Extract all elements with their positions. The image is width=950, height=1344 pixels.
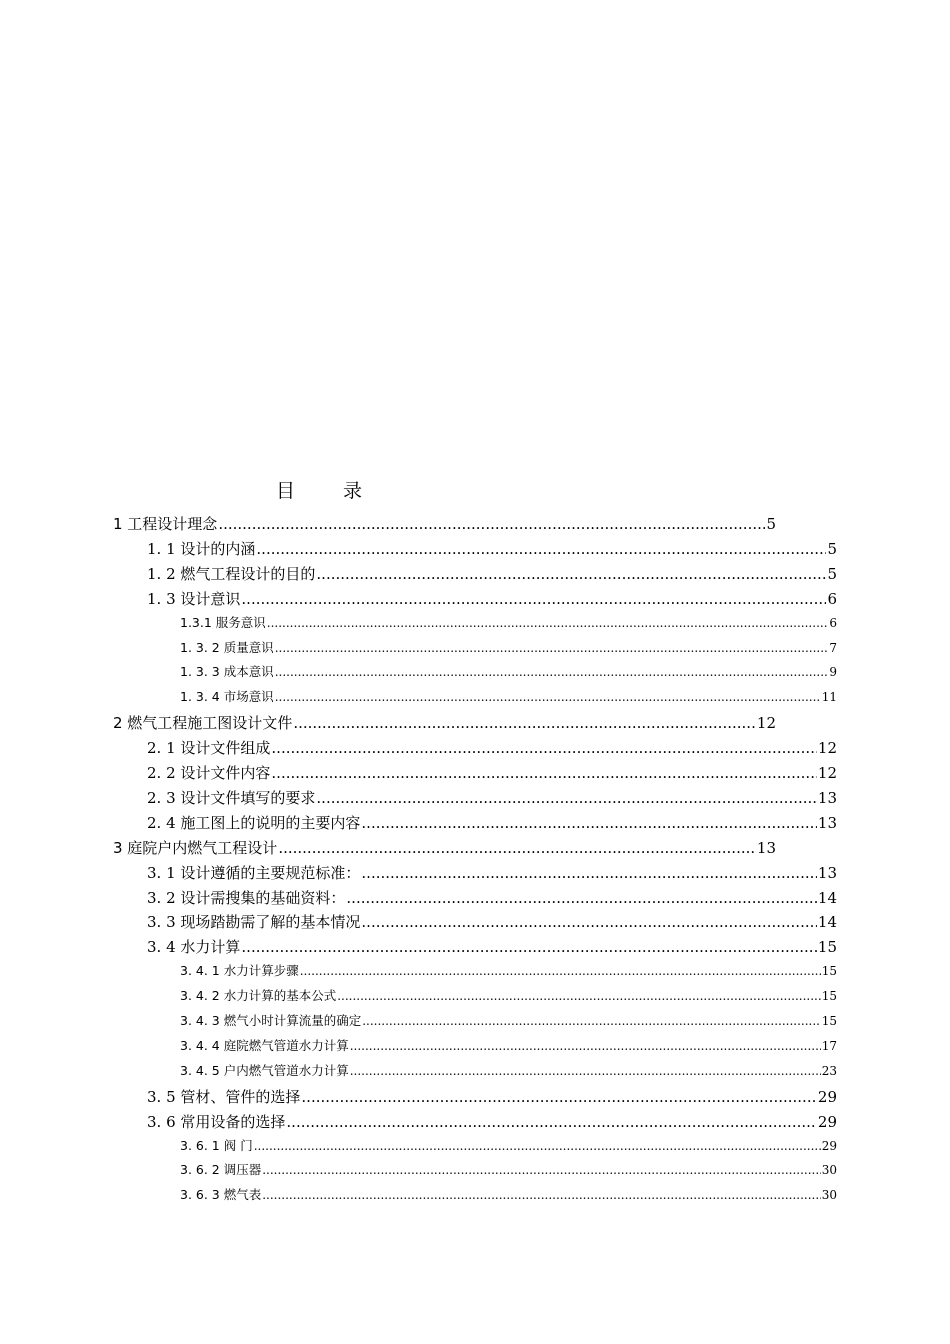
toc-leader-dots xyxy=(271,764,817,782)
toc-entry-level-3[interactable] xyxy=(180,687,837,705)
toc-leader-dots xyxy=(337,989,820,1003)
toc-entry-title: 3. 6. 2 调压器 xyxy=(180,1162,262,1178)
toc-entry-level-2[interactable] xyxy=(147,936,837,957)
toc-entry-page: 12 xyxy=(817,739,837,758)
toc-entry-level-2[interactable] xyxy=(147,787,837,808)
toc-leader-dots xyxy=(271,739,817,757)
toc-leader-dots xyxy=(293,714,756,732)
toc-entry-page: 13 xyxy=(817,788,837,807)
toc-entry-page: 9 xyxy=(829,665,837,680)
toc-leader-dots xyxy=(362,1014,820,1028)
toc-entry-level-1[interactable] xyxy=(113,513,776,534)
toc-entry-title: 3. 5 管材、管件的选择 xyxy=(147,1087,301,1106)
toc-entry-page: 30 xyxy=(821,1163,837,1178)
toc-leader-dots xyxy=(350,1039,821,1053)
toc-entry-page: 13 xyxy=(817,813,837,832)
toc-entry-page: 12 xyxy=(756,714,776,733)
toc-entry-level-3[interactable] xyxy=(180,1185,837,1203)
toc-entry-page: 15 xyxy=(817,938,837,957)
toc-leader-dots xyxy=(241,938,817,956)
toc-entry-title: 2. 4 施工图上的说明的主要内容 xyxy=(147,813,361,832)
toc-leader-dots xyxy=(350,1064,821,1078)
toc-leader-dots xyxy=(275,690,821,704)
toc-entry-title: 2. 2 设计文件内容 xyxy=(147,764,271,782)
toc-entry-page: 6 xyxy=(829,615,837,630)
toc-entry-level-2[interactable] xyxy=(147,588,837,609)
toc-entry-title: 3. 4. 2 水力计算的基本公式 xyxy=(180,988,337,1004)
toc-leader-dots xyxy=(361,913,817,931)
toc-entry-level-3[interactable] xyxy=(180,1061,837,1079)
toc-entry-page: 30 xyxy=(821,1188,837,1203)
toc-entry-page: 6 xyxy=(827,589,837,608)
toc-entry-page: 5 xyxy=(766,515,776,533)
toc-entry-title: 1. 1 设计的内涵 xyxy=(147,539,256,558)
toc-leader-dots xyxy=(346,889,817,907)
toc-entry-level-3[interactable] xyxy=(180,1160,837,1178)
toc-entry-page: 12 xyxy=(817,764,837,782)
toc-entry-level-3[interactable] xyxy=(180,1036,837,1054)
toc-entry-title: 3. 4 水力计算 xyxy=(147,938,241,957)
toc-entry-title: 1. 3. 4 市场意识 xyxy=(180,689,274,705)
toc-leader-dots xyxy=(278,839,756,857)
toc-entry-level-2[interactable] xyxy=(147,737,837,758)
toc-entry-level-2[interactable] xyxy=(147,1111,837,1132)
toc-leader-dots xyxy=(361,864,817,882)
toc-entry-page: 5 xyxy=(827,539,837,558)
toc-entry-page: 13 xyxy=(756,838,776,857)
toc-entry-title: 1. 3 设计意识 xyxy=(147,589,241,608)
toc-entry-title: 3. 6 常用设备的选择 xyxy=(147,1112,286,1131)
toc-entry-page: 13 xyxy=(817,863,837,882)
toc-entry-page: 29 xyxy=(817,1087,837,1106)
toc-entry-level-2[interactable] xyxy=(147,563,837,584)
toc-leader-dots xyxy=(262,1188,820,1202)
toc-entry-level-2[interactable] xyxy=(147,538,837,559)
toc-entry-title: 3. 4. 3 燃气小时计算流量的确定 xyxy=(180,1013,362,1028)
toc-leader-dots xyxy=(267,616,829,630)
toc-entry-title: 3. 4. 5 户内燃气管道水力计算 xyxy=(180,1062,349,1078)
toc-entry-page: 23 xyxy=(821,1063,837,1078)
toc-entry-level-3[interactable] xyxy=(180,961,837,979)
toc-leader-dots xyxy=(300,964,821,978)
toc-entry-page: 5 xyxy=(827,564,837,583)
toc-entry-page: 15 xyxy=(821,989,837,1004)
toc-leader-dots xyxy=(218,515,765,533)
toc-entry-title: 1. 3. 2 质量意识 xyxy=(180,639,274,655)
toc-entry-title: 3. 2 设计需搜集的基础资料： xyxy=(147,888,346,907)
toc-leader-dots xyxy=(256,540,826,558)
toc-entry-level-1[interactable] xyxy=(113,837,776,858)
toc-entry-level-2[interactable] xyxy=(147,862,837,883)
toc-entry-page: 29 xyxy=(817,1112,837,1131)
toc-entry-title: 2. 1 设计文件组成 xyxy=(147,739,271,758)
toc-entry-level-2[interactable] xyxy=(147,1086,837,1107)
toc-entry-page: 14 xyxy=(817,913,837,932)
toc-entry-title: 1.3.1 服务意识 xyxy=(180,614,266,630)
toc-entry-title: 3. 1 设计遵循的主要规范标准： xyxy=(147,863,361,882)
toc-entry-level-3[interactable] xyxy=(180,662,837,680)
toc-entry-title: 1 工程设计理念 xyxy=(113,515,218,533)
toc-leader-dots xyxy=(275,641,829,655)
toc-entry-level-3[interactable] xyxy=(180,1011,837,1029)
toc-title: 目录 xyxy=(276,480,411,502)
toc-leader-dots xyxy=(262,1163,820,1177)
toc-entry-page: 11 xyxy=(821,690,837,705)
toc-entry-page: 14 xyxy=(817,888,837,907)
toc-entry-title: 1. 3. 3 成本意识 xyxy=(180,664,274,680)
toc-leader-dots xyxy=(301,1088,817,1106)
toc-entry-level-1[interactable] xyxy=(113,712,776,733)
toc-entry-title: 2. 3 设计文件填写的要求 xyxy=(147,788,316,807)
toc-entry-page: 29 xyxy=(821,1138,837,1153)
toc-entry-level-3[interactable] xyxy=(180,986,837,1004)
toc-leader-dots xyxy=(286,1113,817,1131)
toc-entry-level-3[interactable] xyxy=(180,613,837,631)
toc-entry-title: 3. 3 现场踏勘需了解的基本情况 xyxy=(147,913,361,932)
toc-entry-page: 15 xyxy=(821,964,837,979)
toc-leader-dots xyxy=(275,665,829,679)
toc-entry-level-3[interactable] xyxy=(180,638,837,656)
toc-entry-title: 3. 6. 3 燃气表 xyxy=(180,1187,262,1203)
toc-entry-page: 7 xyxy=(829,640,837,655)
toc-entry-level-2[interactable] xyxy=(147,762,837,783)
toc-entry-page: 15 xyxy=(821,1014,837,1028)
toc-leader-dots xyxy=(254,1139,821,1153)
toc-entry-level-2[interactable] xyxy=(147,812,837,833)
toc-entry-title: 2 燃气工程施工图设计文件 xyxy=(113,714,293,733)
toc-entry-level-2[interactable] xyxy=(147,887,837,908)
toc-entry-title: 3. 6. 1 阀 门 xyxy=(180,1137,253,1153)
toc-entry-title: 1. 2 燃气工程设计的目的 xyxy=(147,564,316,583)
toc-entry-level-2[interactable] xyxy=(147,911,837,932)
toc-entry-title: 3 庭院户内燃气工程设计 xyxy=(113,838,278,857)
toc-leader-dots xyxy=(241,590,826,608)
toc-leader-dots xyxy=(316,789,817,807)
toc-entry-page: 17 xyxy=(821,1038,837,1053)
toc-leader-dots xyxy=(361,814,817,832)
toc-entry-level-3[interactable] xyxy=(180,1136,837,1154)
toc-leader-dots xyxy=(316,565,826,583)
toc-entry-title: 3. 4. 4 庭院燃气管道水力计算 xyxy=(180,1037,349,1053)
toc-entry-title: 3. 4. 1 水力计算步骤 xyxy=(180,963,299,979)
